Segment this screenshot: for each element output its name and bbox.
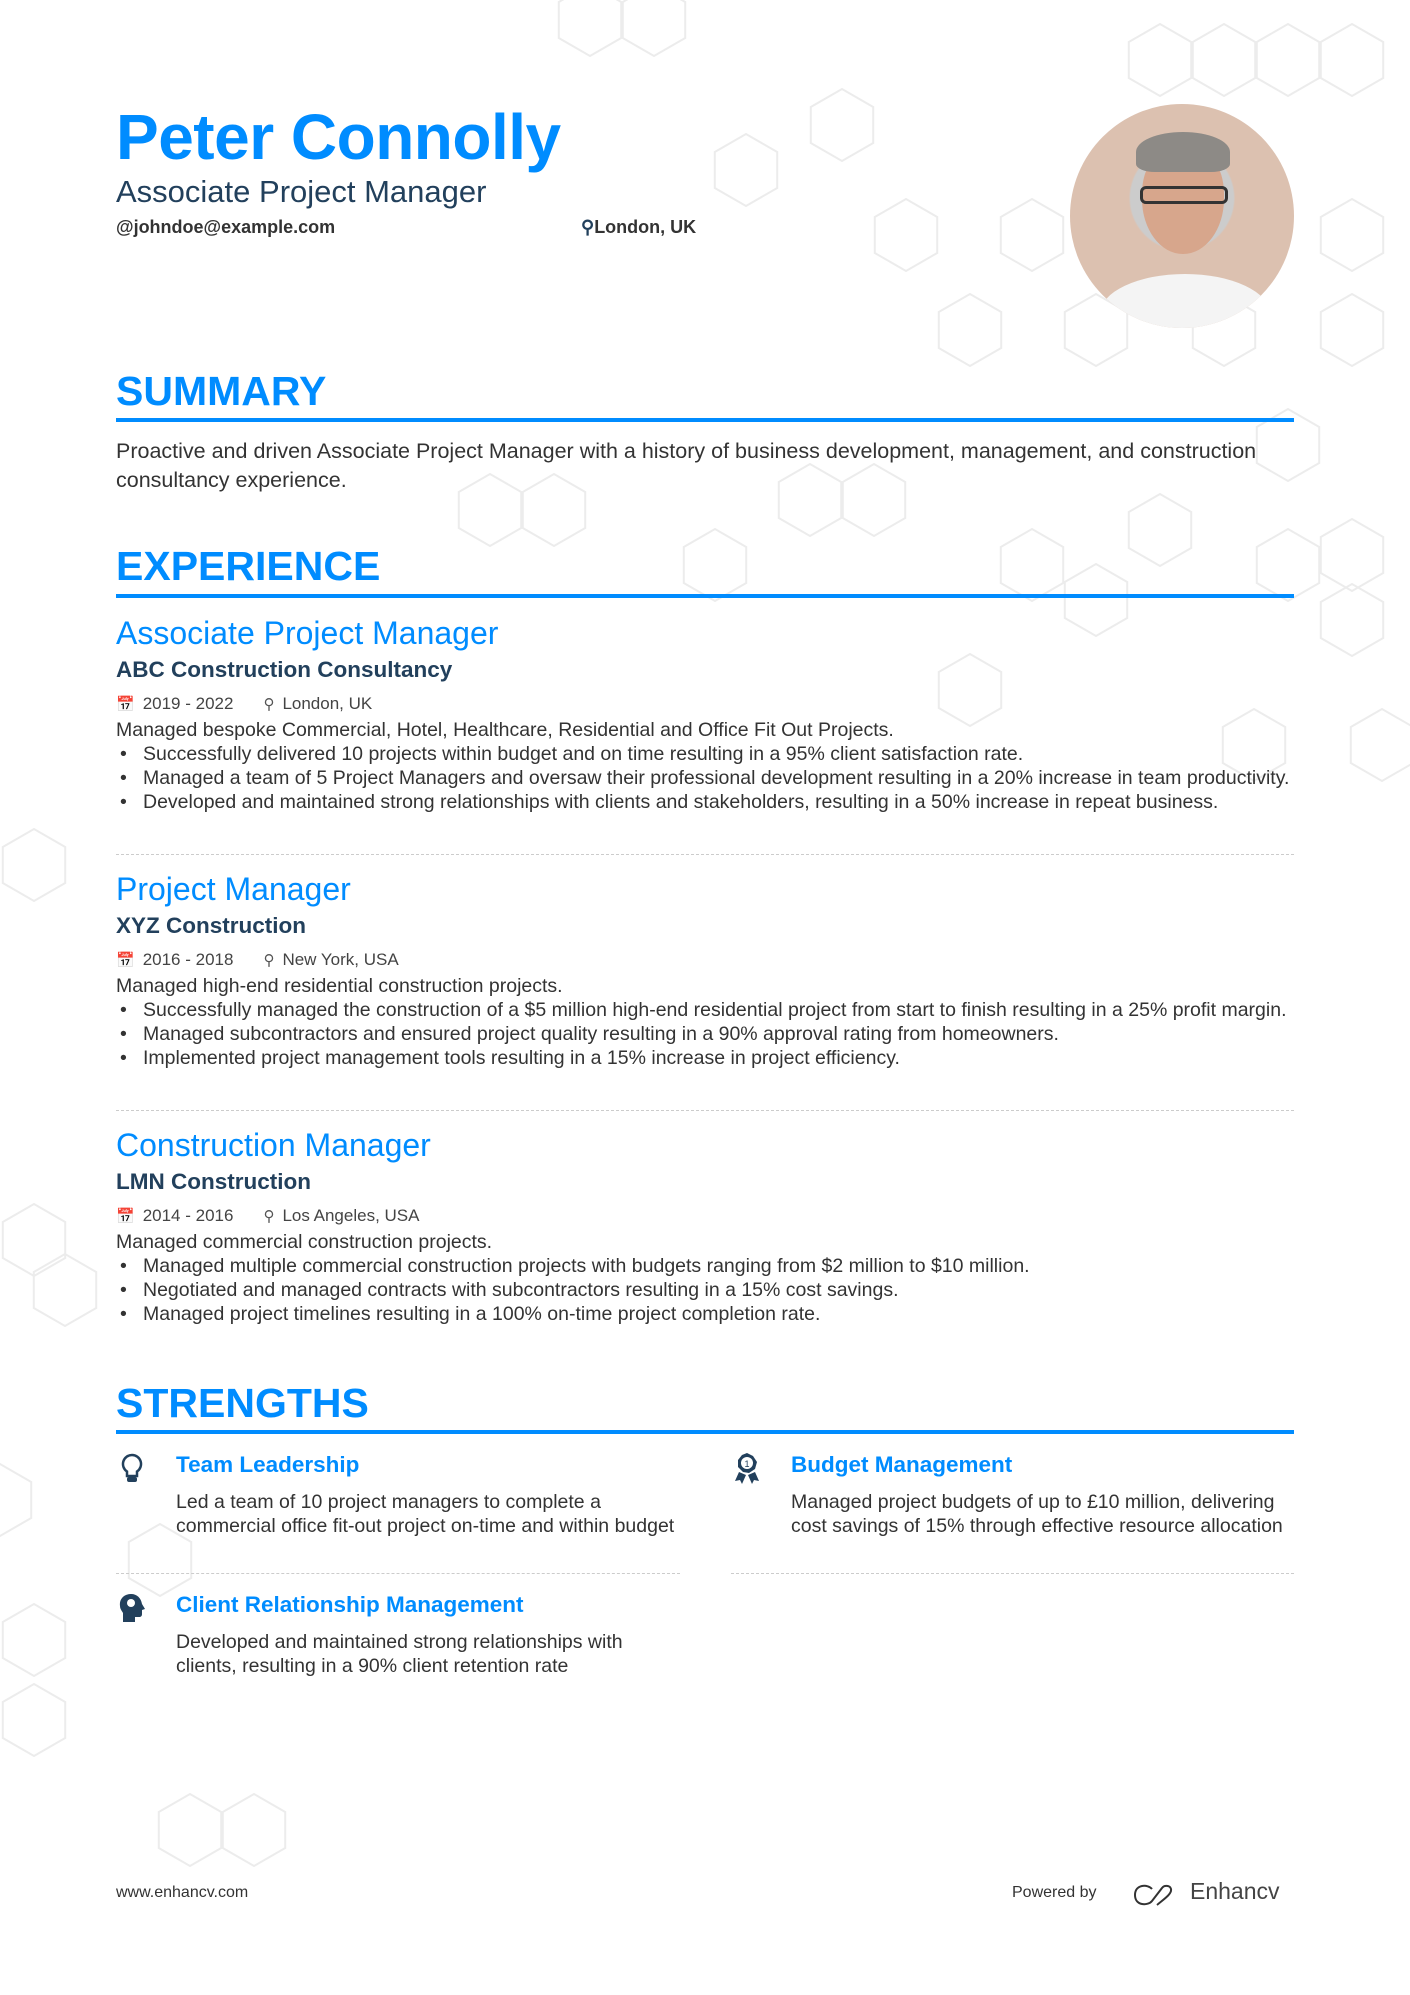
lightbulb-icon bbox=[116, 1452, 148, 1486]
divider bbox=[116, 594, 1294, 598]
profile-photo bbox=[1070, 104, 1294, 328]
strengths-heading: STRENGTHS bbox=[116, 1380, 369, 1426]
calendar-icon: 📅 bbox=[116, 1207, 135, 1225]
hexagon-shape bbox=[1321, 199, 1383, 271]
hexagon-shape bbox=[1351, 709, 1410, 781]
divider bbox=[116, 418, 1294, 422]
strength-title: Budget Management bbox=[791, 1452, 1013, 1477]
contact-info bbox=[116, 217, 696, 238]
job-meta bbox=[116, 945, 1294, 974]
bullet-item: • Managed a team of 5 Project Managers and oversaw their professional development resulting in a 20% increase in team productivity. bbox=[116, 766, 1294, 790]
divider bbox=[116, 854, 1294, 855]
hexagon-shape bbox=[1321, 584, 1383, 656]
hexagon-shape bbox=[0, 1464, 31, 1536]
powered-by: Powered by bbox=[1012, 1884, 1097, 1901]
bullet-item: • Successfully delivered 10 projects within budget and on time resulting in a 95% client satisfaction rate. bbox=[116, 742, 1294, 766]
hexagon-shape bbox=[1257, 24, 1319, 96]
hexagon-shape bbox=[939, 294, 1001, 366]
bullet-item: • Managed subcontractors and ensured project quality resulting in a 90% approval rating from homeowners. bbox=[116, 1022, 1294, 1046]
bullet-item: • Developed and maintained strong relationships with clients and stakeholders, resulting in a 50% increase in repeat business. bbox=[116, 790, 1294, 814]
divider bbox=[116, 1110, 1294, 1111]
job-title: Construction Manager bbox=[116, 1127, 431, 1163]
hexagon-shape bbox=[715, 134, 777, 206]
job-dates: 2016 - 2018 bbox=[142, 949, 234, 969]
job-entry bbox=[116, 871, 1294, 1070]
company-name: XYZ Construction bbox=[116, 913, 306, 938]
website-link[interactable]: www.enhancv.com bbox=[116, 1884, 249, 1901]
hexagon-shape bbox=[1001, 529, 1063, 601]
hexagon-shape bbox=[3, 1604, 65, 1676]
job-location: New York, USA bbox=[282, 949, 399, 969]
hexagon-shape bbox=[875, 199, 937, 271]
job-description: Managed commercial construction projects. bbox=[116, 1231, 493, 1253]
hexagon-shape bbox=[1321, 519, 1383, 591]
calendar-icon: 📅 bbox=[116, 951, 135, 969]
bullet-item: • Managed multiple commercial construction projects with budgets ranging from $2 million to $10 million. bbox=[116, 1254, 1294, 1278]
hexagon-shape bbox=[34, 1254, 96, 1326]
strength-text: Managed project budgets of up to £10 million, delivering cost savings of 15% through effective resource allocation bbox=[791, 1491, 1283, 1537]
job-dates: 2014 - 2016 bbox=[142, 1205, 234, 1225]
hexagon-shape bbox=[1129, 24, 1191, 96]
job-dates: 2019 - 2022 bbox=[142, 693, 234, 713]
job-entry bbox=[116, 615, 1294, 814]
job-meta bbox=[116, 689, 1294, 718]
svg-text:1: 1 bbox=[744, 1459, 750, 1469]
email[interactable]: johndoe@example.com bbox=[133, 217, 336, 237]
hexagon-shape bbox=[1129, 494, 1191, 566]
job-bullets bbox=[116, 1254, 1294, 1326]
job-description: Managed high-end residential construction projects. bbox=[116, 975, 563, 997]
bullet-item: • Successfully managed the construction of a $5 million high-end residential project from start to finish resulting in a 25% profit margin. bbox=[116, 998, 1294, 1022]
hexagon-shape bbox=[1321, 294, 1383, 366]
at-icon: @ bbox=[116, 217, 134, 237]
hexagon-shape bbox=[559, 0, 621, 56]
location-pin-icon: ⚲ bbox=[263, 1207, 275, 1225]
divider bbox=[731, 1573, 1294, 1574]
company-name: ABC Construction Consultancy bbox=[116, 657, 453, 682]
job-title: Associate Project Manager bbox=[116, 615, 499, 651]
hexagon-shape bbox=[811, 89, 873, 161]
divider bbox=[116, 1573, 680, 1574]
enhancv-brand: Enhancv bbox=[1190, 1878, 1280, 1904]
location: London, UK bbox=[594, 217, 697, 237]
candidate-name: Peter Connolly bbox=[116, 101, 561, 173]
strength-title: Team Leadership bbox=[176, 1452, 360, 1477]
hexagon-shape bbox=[684, 529, 746, 601]
hexagon-shape bbox=[623, 0, 685, 56]
job-bullets bbox=[116, 998, 1294, 1070]
job-location: Los Angeles, USA bbox=[282, 1205, 420, 1225]
hexagon-shape bbox=[1001, 199, 1063, 271]
hexagon-shape bbox=[3, 1684, 65, 1756]
hexagon-shape bbox=[1193, 24, 1255, 96]
job-meta bbox=[116, 1201, 1294, 1230]
strength-text: Developed and maintained strong relationships with clients, resulting in a 90% client retention rate bbox=[176, 1631, 623, 1677]
job-bullets bbox=[116, 742, 1294, 814]
location-pin-icon: ⚲ bbox=[263, 695, 275, 713]
job-description: Managed bespoke Commercial, Hotel, Healthcare, Residential and Office Fit Out Projects. bbox=[116, 719, 894, 741]
divider bbox=[116, 1430, 1294, 1434]
strength-text: Led a team of 10 project managers to complete a commercial office fit-out project on-time and within budget bbox=[176, 1491, 675, 1537]
summary-heading: SUMMARY bbox=[116, 368, 327, 414]
award-icon bbox=[731, 1452, 763, 1486]
hexagon-shape bbox=[1257, 529, 1319, 601]
hexagon-shape bbox=[223, 1794, 285, 1866]
head-icon bbox=[116, 1592, 148, 1626]
calendar-icon: 📅 bbox=[116, 695, 135, 713]
experience-heading: EXPERIENCE bbox=[116, 543, 381, 589]
hexagon-shape bbox=[159, 1794, 221, 1866]
job-entry bbox=[116, 1127, 1294, 1326]
hexagon-shape bbox=[3, 1204, 65, 1276]
candidate-title: Associate Project Manager bbox=[116, 174, 487, 209]
bullet-item: • Managed project timelines resulting in a 100% on-time project completion rate. bbox=[116, 1302, 1294, 1326]
job-title: Project Manager bbox=[116, 871, 351, 907]
hexagon-shape bbox=[3, 829, 65, 901]
hexagon-shape bbox=[1321, 24, 1383, 96]
bullet-item: • Implemented project management tools resulting in a 15% increase in project efficiency. bbox=[116, 1046, 1294, 1070]
job-location: London, UK bbox=[282, 693, 373, 713]
location-pin-icon: ⚲ bbox=[581, 217, 595, 237]
bullet-item: • Negotiated and managed contracts with subcontractors resulting in a 15% cost savings. bbox=[116, 1278, 1294, 1302]
strength-title: Client Relationship Management bbox=[176, 1592, 524, 1617]
company-name: LMN Construction bbox=[116, 1169, 311, 1194]
summary-text: Proactive and driven Associate Project Manager with a history of business development, management, and construction consultancy experience. bbox=[116, 439, 1257, 492]
location-pin-icon: ⚲ bbox=[263, 951, 275, 969]
enhancv-logo-icon bbox=[1132, 1883, 1178, 1907]
